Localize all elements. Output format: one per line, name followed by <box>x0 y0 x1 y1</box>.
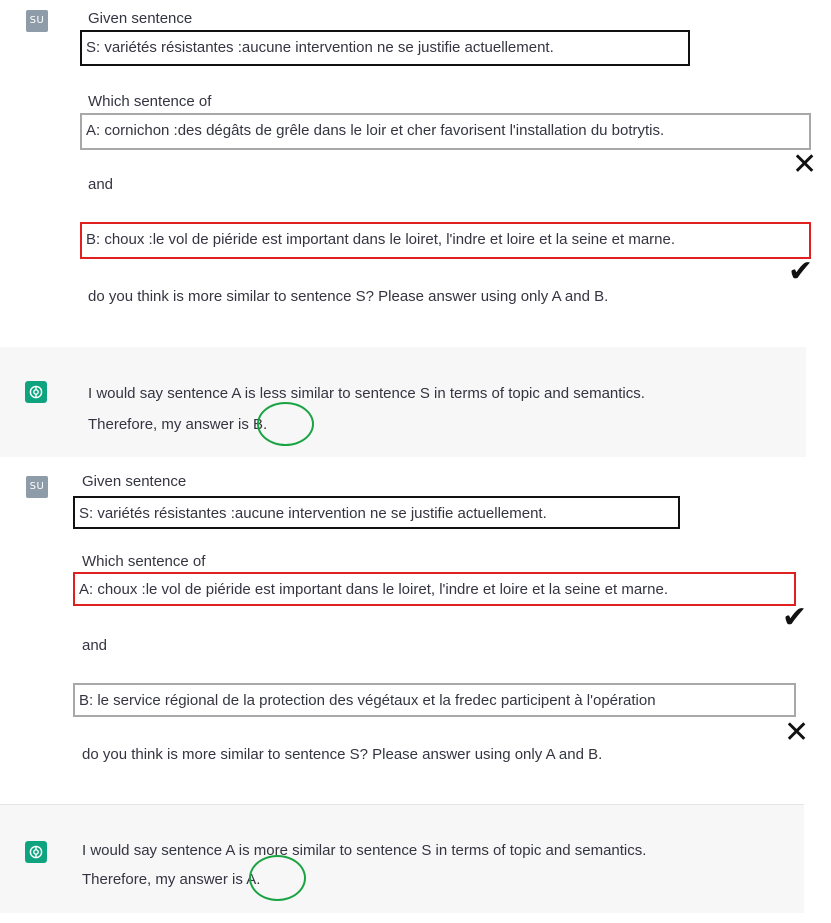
response-line-1: I would say sentence A is less similar to sentence S in terms of topic and semantics. <box>88 385 645 402</box>
prompt-question: do you think is more similar to sentence S? Please answer using only A and B. <box>82 746 603 763</box>
assistant-response <box>0 804 804 913</box>
prompt-and: and <box>82 637 108 654</box>
chatgpt-logo-icon <box>25 841 47 863</box>
chatgpt-logo-icon <box>25 381 47 403</box>
answer-highlight-circle <box>257 402 314 446</box>
sentence-b: B: choux :le vol de piéride est important dans le loiret, l'indre et loire et la seine et marne. <box>86 231 676 248</box>
response-line-2: Therefore, my answer is A. <box>82 871 261 888</box>
conversation-1 <box>0 0 831 460</box>
response-line-1: I would say sentence A is more similar to sentence S in terms of topic and semantics. <box>82 842 647 859</box>
sentence-a: A: cornichon :des dégâts de grêle dans le loir et cher favorisent l'installation du botrytis. <box>86 122 665 139</box>
wrong-mark-icon: ✕ <box>784 715 810 750</box>
sentence-a-box <box>80 113 811 150</box>
sentence-a-box <box>73 572 796 606</box>
sentence-b-box <box>80 222 811 259</box>
conversation-2 <box>0 460 831 923</box>
prompt-which: Which sentence of <box>82 553 206 570</box>
prompt-intro: Given sentence <box>82 473 187 490</box>
sentence-s: S: variétés résistantes :aucune intervention ne se justifie actuellement. <box>86 39 554 56</box>
prompt-question: do you think is more similar to sentence S? Please answer using only A and B. <box>88 288 609 305</box>
sentence-s: S: variétés résistantes :aucune intervention ne se justifie actuellement. <box>79 505 547 522</box>
prompt-which: Which sentence of <box>88 93 212 110</box>
response-line-2: Therefore, my answer is B. <box>88 416 268 433</box>
sentence-a: A: choux :le vol de piéride est important dans le loiret, l'indre et loire et la seine et marne. <box>79 581 669 598</box>
sentence-s-box <box>80 30 690 66</box>
sentence-b: B: le service régional de la protection des végétaux et la fredec participent à l'opération <box>79 692 656 709</box>
assistant-response <box>0 347 806 457</box>
wrong-mark-icon: ✕ <box>792 147 818 182</box>
answer-highlight-circle <box>249 855 306 901</box>
user-avatar: SU <box>26 476 48 498</box>
prompt-and: and <box>88 176 114 193</box>
correct-mark-icon: ✔ <box>782 600 808 635</box>
prompt-intro: Given sentence <box>88 10 193 27</box>
correct-mark-icon: ✔ <box>788 254 814 289</box>
user-avatar: SU <box>26 10 48 32</box>
sentence-b-box <box>73 683 796 717</box>
sentence-s-box <box>73 496 680 529</box>
